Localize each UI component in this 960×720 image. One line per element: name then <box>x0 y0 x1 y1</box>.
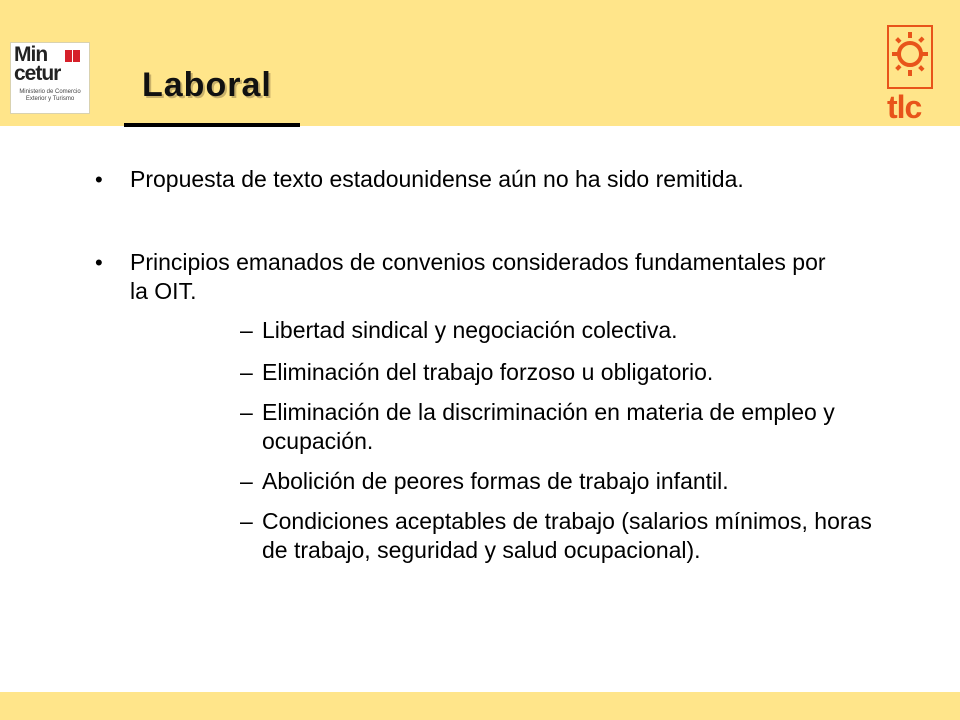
dash-mark: – <box>240 359 253 385</box>
bullet-item: Principios emanados de convenios considerados fundamentales por la OIT. <box>130 249 826 304</box>
header-band <box>0 0 960 126</box>
dash-mark: – <box>240 468 253 494</box>
sub-item: Eliminación del trabajo forzoso u obligatorio. <box>262 359 714 385</box>
logo-text-cetur: cetur <box>14 62 61 85</box>
bullet-item: Propuesta de texto estadounidense aún no ha sido remitida. <box>130 166 744 192</box>
mincetur-logo <box>10 42 90 114</box>
sub-item: Abolición de peores formas de trabajo infantil. <box>262 468 729 494</box>
footer-band <box>0 692 960 720</box>
logo-subtitle-1: Ministerio de Comercio <box>19 89 81 95</box>
bullet-mark: • <box>95 250 103 275</box>
sub-item: Eliminación de la discriminación en materia de empleo y ocupación. <box>262 399 835 454</box>
dash-mark: – <box>240 508 253 534</box>
logo-text-min: Min <box>14 43 48 66</box>
sun-icon <box>886 24 934 90</box>
bullet-mark: • <box>95 167 103 192</box>
title-underline <box>124 123 300 127</box>
sub-item: Libertad sindical y negociación colectiva. <box>262 317 678 343</box>
sub-item: Condiciones aceptables de trabajo (salarios mínimos, horas de trabajo, seguridad y salud ocupacional). <box>262 508 872 563</box>
peru-flag-icon <box>65 49 81 67</box>
tlc-logo: tlc <box>887 89 922 125</box>
logo-subtitle-2: Exterior y Turismo <box>25 96 75 102</box>
slide-title: Laboral <box>142 66 272 104</box>
dash-mark: – <box>240 317 253 343</box>
dash-mark: – <box>240 399 253 425</box>
